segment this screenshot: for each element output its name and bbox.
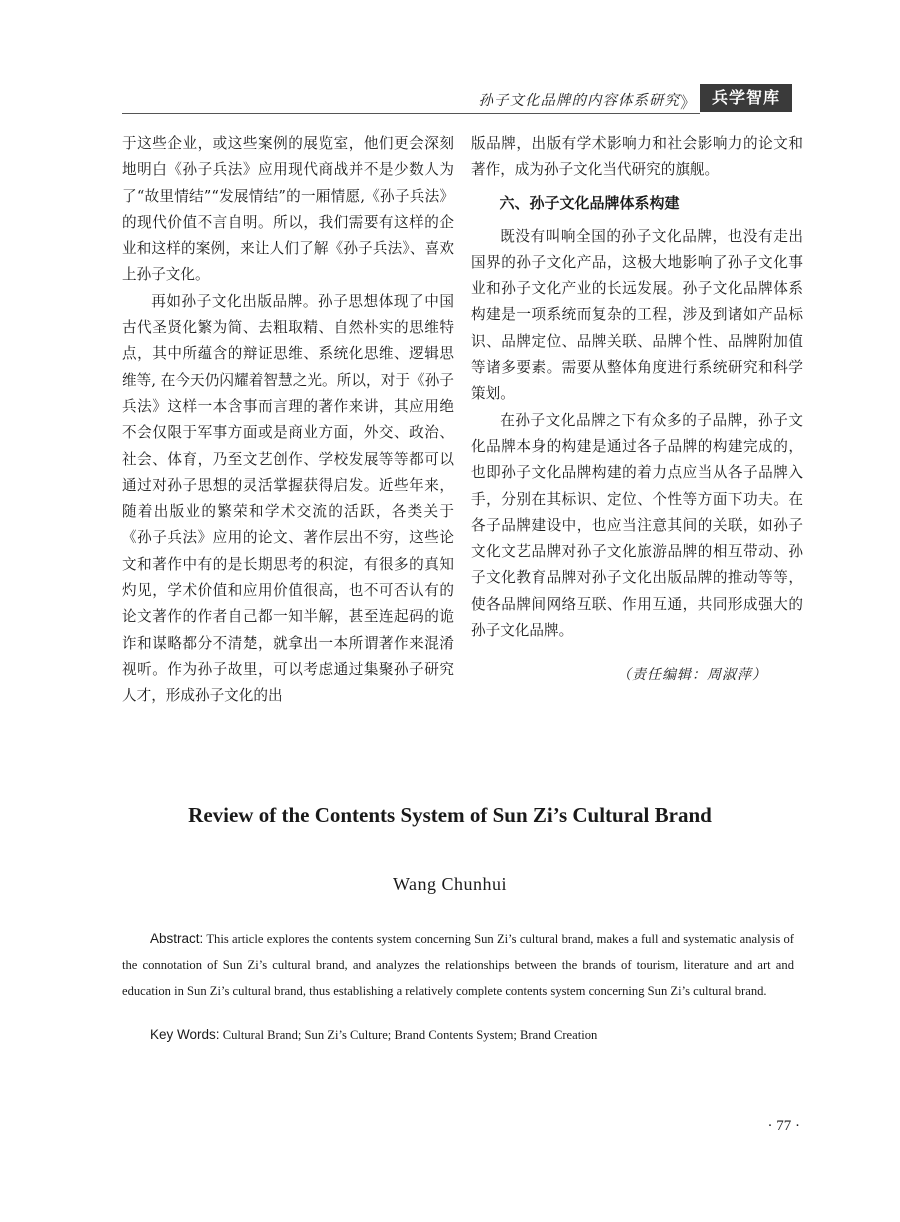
paragraph: 再如孙子文化出版品牌。孙子思想体现了中国古代圣贤化繁为简、去粗取精、自然朴实的思维特点，其中所蕴含的辩证思维、系统化思维、逻辑思维等, 在今天仍闪耀着智慧之光。所以，对于《孙子兵法》这样一本含事而言理的著作来讲，其应用绝不会仅限于军事方面或是商业方面，外交、政治、社会、体育，乃至文艺创作、学校发展等等都可以通过对孙子思想的灵活掌握获得启发。近些年来，随着出版业的繁荣和学术交流的活跃，各类关于《孙子兵法》应用的论文、著作层出不穷，这些论文和著作中有的是长期思考的积淀，有很多的真知灼见，学术价值和应用价值很高，也不可否认有的论文著作的作者自己都一知半解，甚至连起码的诡诈和谋略都分不清楚，就拿出一本所谓著作来混淆视听。作为孙子故里，可以考虑通过集聚孙子研究人才，形成孙子文化的出 xyxy=(122,292,454,705)
english-abstract xyxy=(122,926,794,1004)
running-header-title: 孙子文化品牌的内容体系研究 xyxy=(478,93,680,109)
paragraph: 版品牌，出版有学术影响力和社会影响力的论文和著作，成为孙子文化当代研究的旗舰。 xyxy=(471,135,803,179)
header-rule xyxy=(122,113,700,114)
abstract-text: This article explores the contents system concerning Sun Zi’s cultural brand, makes a full and systematic analysis of the connotation of Sun Zi’s cultural brand, and analyzes the relationships between the brands of tourism, literature and art and education in Sun Zi’s cultural brand, thus establishing a relatively complete contents system concerning Sun Zi’s cultural brand. xyxy=(122,932,794,998)
section-heading: 六、孙子文化品牌体系构建 xyxy=(499,193,680,212)
english-author: Wang Chunhui xyxy=(392,874,508,894)
keywords-text: Cultural Brand; Sun Zi’s Culture; Brand Contents System; Brand Creation xyxy=(222,1028,598,1042)
paragraph: 于这些企业，或这些案例的展览室，他们更会深刻地明白《孙子兵法》应用现代商战并不是少数人为了“故里情结”“发展情结”的一厢情愿,《孙子兵法》的现代价值不言自明。所以，我们需要有这样的企业和这样的案例，来让人们了解《孙子兵法》、喜欢上孙子文化。 xyxy=(122,135,454,284)
paragraph: 既没有叫响全国的孙子文化品牌，也没有走出国界的孙子文化产品，这极大地影响了孙子文化事业和孙子文化产业的长远发展。孙子文化品牌体系构建是一项系统而复杂的工程，涉及到诸如产品标识、品牌定位、品牌关联、品牌个性、品牌附加值等诸多要素。需要从整体角度进行系统研究和科学策划。 xyxy=(471,227,803,403)
paragraph: 在孙子文化品牌之下有众多的子品牌，孙子文化品牌本身的构建是通过各子品牌的构建完成的，也即孙子文化品牌构建的着力点应当从各子品牌入手，分别在其标识、定位、个性等方面下功夫。在各子品牌建设中，也应当注意其间的关联，如孙子文化文艺品牌对孙子文化旅游品牌的相互带动、孙子文化教育品牌对孙子文化出版品牌的推动等等，使各品牌间网络互联、作用互通，共同形成强大的孙子文化品牌。 xyxy=(471,411,803,640)
right-column xyxy=(471,131,803,689)
english-keywords xyxy=(150,1027,597,1043)
section-badge: 兵学智库 xyxy=(700,84,792,112)
keywords-label: Key Words: xyxy=(150,1027,220,1042)
running-header xyxy=(122,84,792,114)
left-column xyxy=(122,131,454,710)
editor-credit: （责任编辑：周淑萍） xyxy=(617,667,767,684)
english-title: Review of the Contents System of Sun Zi’s Cultural Brand xyxy=(188,803,712,827)
page-number: · 77 · xyxy=(767,1118,800,1134)
abstract-label: Abstract: xyxy=(150,931,204,946)
chevron-right-icon: 》 xyxy=(679,93,696,112)
